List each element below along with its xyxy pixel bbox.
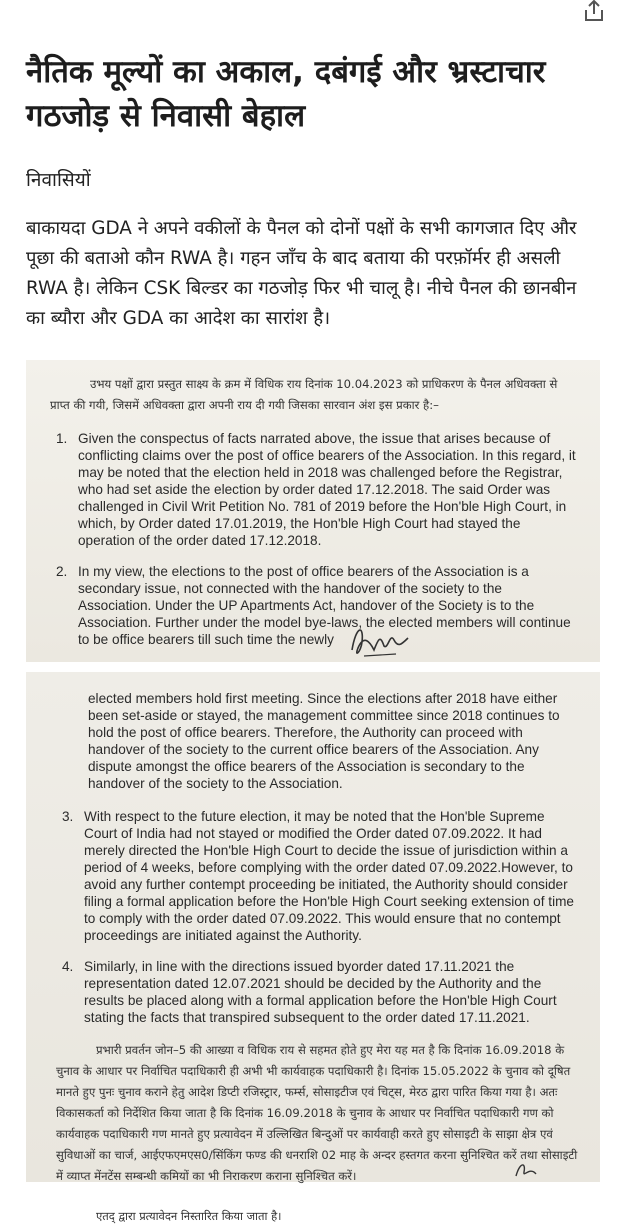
article (26, 50, 598, 334)
item-text: With respect to the future election, it may be noted that the Hon'ble Supreme Court of India had not stayed or modified the Order dated 07.09.2022. It had merely directed the Hon'ble High Court to decide the issue of jurisdiction within a period of 4 weeks, before complying with the order dated 07.09.2022.However, to avoid any further contempt proceeding be initiated, the Authority should consider filing a formal application before the Hon'ble High Court seeking extension of time to comply with the order dated 07.09.2022. This would ensure that no contempt proceedings are initiated against the Authority. (84, 809, 574, 943)
closing-line: एतद् द्वारा प्रत्यावेदन निस्तारित किया जाता है। (96, 1209, 282, 1223)
document-item (50, 563, 578, 648)
item-number: 3. (62, 809, 74, 824)
item-number: 1. (56, 431, 68, 446)
document-items-2 (56, 808, 580, 1026)
item-text: Given the conspectus of facts narrated above, the issue that arises because of conflicting claims over the post of office bearers of the Association. In this regard, it may be noted that the election held in 2018 was challenged before the Registrar, who had set aside the election by order dated 17.12.2018. The said Order was challenged in Civil Writ Petition No. 781 of 2019 before the Hon'ble High Court, in which, by Order dated 17.01.2019, the Hon'ble High Court had stayed the operation of the order dated 17.12.2018. (78, 431, 576, 548)
document-item (50, 430, 578, 549)
item-number: 4. (62, 959, 74, 974)
scanned-document-1 (26, 360, 600, 662)
article-title: नैतिक मूल्यों का अकाल, दबंगई और भ्रस्टाचार गठजोड़ से निवासी बेहाल (26, 54, 546, 134)
document-item (56, 808, 580, 944)
document-item (56, 958, 580, 1026)
article-paragraph: बाकायदा GDA ने अपने वकीलों के पैनल को दोनों पक्षों के सभी कागजात दिए और पूछा की बताओ कौन RWA है। गहन जाँच के बाद बताया की परफ़ॉर्मर ही असली RWA है। लेकिन CSK बिल्डर का गठजोड़ फिर भी चालू है। नीचे पैनल की छानबीन का ब्यौरा और GDA का आदेश का सारांश है। (26, 218, 577, 329)
signature-image (344, 620, 414, 662)
item-number: 2. (56, 564, 68, 579)
item-text: Similarly, in line with the directions issued byorder dated 17.11.2021 the representation dated 12.07.2021 should be decided by the Authority and the results be placed along with a formal application before the Hon'ble High Court stating the facts that transpired subsequent to the order dated 17.11.2021. (84, 959, 557, 1025)
item-text: In my view, the elections to the post of office bearers of the Association is a secondary issue, not connected with the handover of the society to the Association. Under the UP Apartments Act, handover of the Society is to the Association. Further under the model bye-laws, the elected members will continue to be office bearers till such time the newly (78, 564, 571, 647)
share-icon[interactable] (580, 0, 608, 22)
article-subtitle: निवासियों (26, 169, 91, 191)
document-intro: उभय पक्षों द्वारा प्रस्तुत साक्ष्य के क्रम में विधिक राय दिनांक 10.04.2023 को प्राधिकरण के पैनल अधिवक्ता से प्राप्त की गयी, जिसमें अधिवक्ता द्वारा अपनी राय दी गयी जिसका सारवान अंश इस प्रकार है:– (50, 377, 558, 412)
signature-image (510, 1158, 570, 1180)
hindi-order: प्रभारी प्रवर्तन जोन–5 की आख्या व विधिक राय से सहमत होते हुए मेरा यह मत है कि दिनांक 16.09.2018 के चुनाव के आधार पर निर्वाचित पदाधिकारी ही अभी भी कार्यवाहक पदाधिकारी है। दिनांक 15.05.2022 के चुनाव को दूषित मानते हुए पुनः चुनाव कराने हेतु आदेश डिप्टी रजिस्ट्रार, फर्म्स, सोसाइटीज एवं चिट्स, मेरठ द्वारा पारित किया गया है। अतः विकासकर्ता को निर्देशित किया जाता है कि दिनांक 16.09.2018 के चुनाव के आधार पर निर्वाचित पदाधिकारी गण को कार्यवाहक पदाधिकारी गण मानते हुए प्रत्यावेदन में उल्लिखित बिन्दुओं पर कार्यवाही करते हुए सोसाइटी के साझा क्षेत्र एवं सुविधाओं का चार्ज, आईएफएमएस0/सिंकिंग फण्ड की धनराशि 02 माह के अन्दर हस्तगत करना सुनिश्चित करें तथा सोसाइटी में व्याप्त मेंनटेंस सम्बन्धी कमियों का भी निराकरण कराना सुनिश्चित करें। (56, 1043, 578, 1183)
document-items-1 (50, 430, 578, 648)
document-continuation: elected members hold first meeting. Since the elections after 2018 have either been set-aside or stayed, the management committee since 2018 continues to hold the post of office bearers. Therefore, the Authority can proceed with handover of the society to the current office bearers of the Association. Any dispute amongst the office bearers of the Association is secondary to the handover of the society to the Association. (88, 691, 560, 791)
scanned-document-2 (26, 672, 600, 1223)
